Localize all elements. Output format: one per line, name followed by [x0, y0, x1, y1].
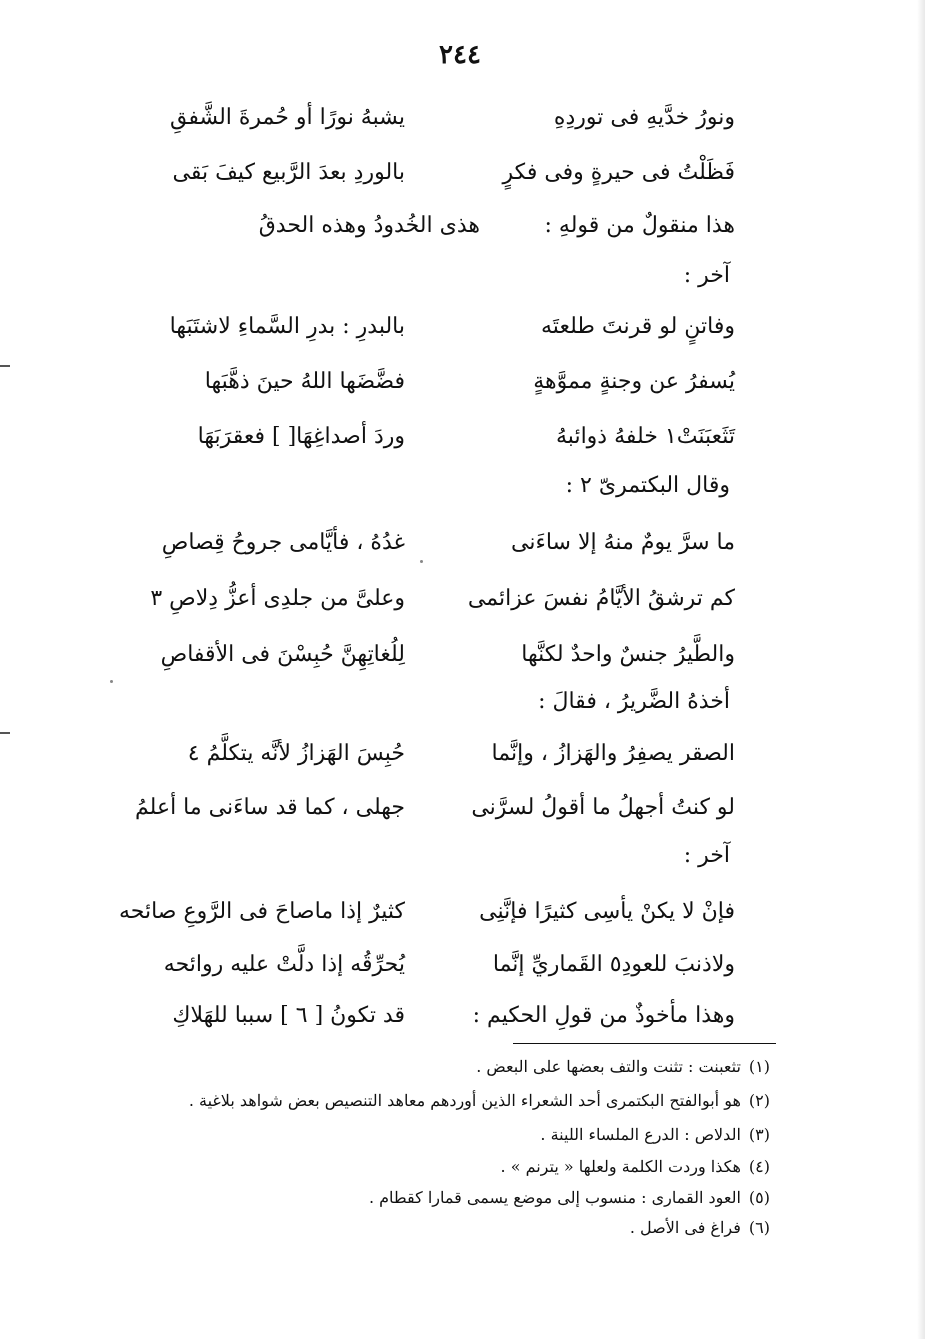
verse-line — [110, 96, 735, 140]
verse-line — [110, 415, 735, 459]
verse-second-half: يُحرِّقُه إذا دلَّتْ عليه روائحه — [163, 952, 405, 977]
verse-second-half: بالبدرِ : بدرِ السَّماءِ لاشتَبَها — [169, 314, 405, 339]
verse-second-half: لِلُغاتِهِنَّ حُبِسْنَ فى الأقفاصِ — [160, 642, 405, 667]
verse-first-half: ولاذنبَ للعودِ٥ القَماريِّ إنَّما — [492, 952, 735, 977]
verse-first-half: ما سرَّ يومٌ منهُ إلا ساءَنى — [511, 530, 735, 555]
verse-second-half: كثيرٌ إذا ماصاحَ فى الرَّوعِ صائحه — [118, 899, 405, 924]
footnote-text: هكذا وردت الكلمة ولعلها « يترنم » . — [500, 1157, 741, 1176]
verse-line — [110, 305, 735, 349]
quote-text: هذى الخُدودُ وهذه الحدقُ — [258, 213, 480, 238]
quote-intro: هذا منقولٌ من قولهِ : — [544, 213, 735, 238]
quote-line — [110, 204, 735, 248]
footnote-text: الدلاص : الدرع الملساء اللينة . — [540, 1125, 741, 1144]
section-heading-bakhtamri: وقال البكتمرىّ ٢ : — [565, 473, 730, 498]
verse-second-half: يشبهُ نورًا أو حُمرةَ الشَّفقِ — [169, 105, 405, 130]
verse-second-half: وردَ أصداغِهَا[ ] فعقرَبَهَا — [197, 424, 405, 449]
verse-first-half: لو كنتُ أجهلُ ما أقولُ لسرَّنى — [471, 795, 735, 820]
page-number: ٢٤٤ — [439, 40, 481, 70]
verse-second-half: جهلى ، كما قد ساءَنى ما أعلمُ — [135, 795, 405, 820]
verse-line — [110, 994, 735, 1038]
page-edge-shadow — [917, 0, 925, 1339]
verse-line — [110, 151, 735, 195]
verse-second-half: حُبِسَ الهَزازُ لأنَّه يتكلَّمُ ٤ — [187, 741, 405, 766]
footnote — [120, 1052, 770, 1082]
section-heading-akhar: آخر : — [683, 263, 730, 288]
verse-second-half: وعلىَّ من جلدِى أعزُّ دِلاصِ ٣ — [150, 586, 405, 611]
verse-first-half: تَثَعبَنَتْ١ خلفهُ ذوائبهُ — [556, 424, 735, 449]
left-margin-mark — [0, 732, 10, 734]
verse-second-half: بالوردِ بعدَ الرَّبيع كيفَ بَقى — [172, 160, 405, 185]
verse-second-half: غدُهُ ، فأيَّامى جروحُ قِصاصِ — [161, 530, 405, 555]
verse-line — [110, 786, 735, 830]
footnote — [120, 1183, 770, 1213]
verse-line — [110, 577, 735, 621]
verse-first-half: يُسفرُ عن وجنةٍ مموَّهةٍ — [533, 369, 735, 394]
footnote — [120, 1120, 770, 1150]
footnote-text: فراغ فى الأصل . — [629, 1218, 741, 1237]
verse-first-half: فإنْ لا يكنْ يأسِى كثيرًا فإنَّنِى — [479, 899, 735, 924]
verse-first-half: وفاتنٍ لو قرنتَ طلعتَه — [541, 314, 735, 339]
footnote — [120, 1152, 770, 1182]
verse-first-half: فَظَلْتُ فى حيرةٍ وفى فكرٍ — [502, 160, 735, 185]
verse-first-half: الصقر يصفِرُ والهَزازُ ، وإنَّما — [491, 741, 735, 766]
footnote — [120, 1086, 770, 1116]
verse-second-half: قد تكونُ [ ٦ ] سببا للهَلاكِ — [172, 1003, 405, 1028]
verse-line — [110, 943, 735, 987]
footnote-number: (٥) — [748, 1188, 770, 1207]
footnote-number: (٦) — [748, 1218, 770, 1237]
verse-first-half: وهذا مأخوذٌ من قولِ الحكيم : — [472, 1003, 735, 1028]
paper-speck — [110, 680, 113, 683]
footnote-text: تثعبنت : تثنت والتف بعضها على البعض . — [476, 1057, 741, 1076]
left-margin-mark — [0, 365, 10, 367]
verse-second-half: فضَّضَها اللهُ حينَ ذهَّبَها — [204, 369, 405, 394]
verse-line — [110, 521, 735, 565]
verse-first-half: ونورُ خدَّيهِ فى توردِهِ — [553, 105, 735, 130]
footnote-number: (٢) — [748, 1091, 770, 1110]
section-heading-darir: أخذهُ الضَّريرُ ، فقالَ : — [538, 689, 730, 714]
verse-line — [110, 360, 735, 404]
footnote-text: هو أبوالفتح البكتمرى أحد الشعراء الذين أوردهم معاهد التنصيص بعض شواهد بلاغية . — [188, 1091, 741, 1110]
footnote-number: (١) — [748, 1057, 770, 1076]
footnote-separator — [513, 1043, 776, 1044]
verse-line — [110, 890, 735, 934]
footnote — [120, 1213, 770, 1243]
verse-first-half: كم ترشقُ الأيَّامُ نفسَ عزائمى — [467, 586, 735, 611]
verse-line — [110, 633, 735, 677]
verse-line — [110, 732, 735, 776]
footnote-number: (٣) — [748, 1125, 770, 1144]
footnote-text: العود القمارى : منسوب إلى موضع يسمى قمارا كقطام . — [368, 1188, 741, 1207]
section-heading-akhar: آخر : — [683, 843, 730, 868]
verse-first-half: والطَّيرُ جنسٌ واحدٌ لكنَّها — [521, 642, 735, 667]
footnote-number: (٤) — [748, 1157, 770, 1176]
